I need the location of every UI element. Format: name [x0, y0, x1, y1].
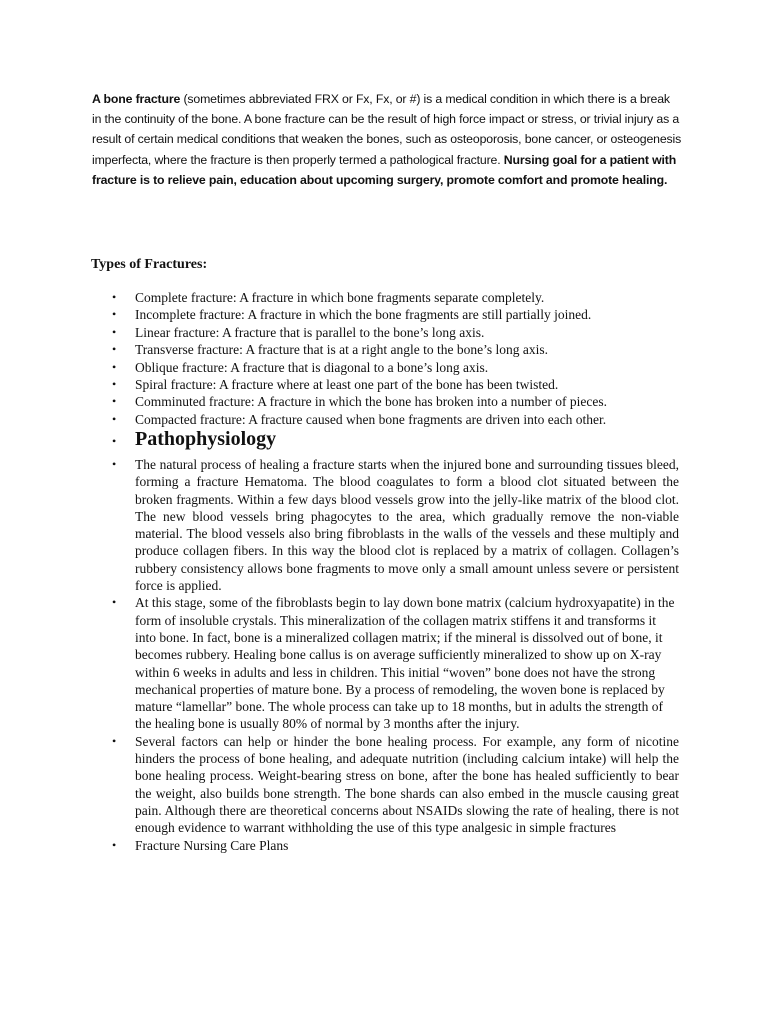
- list-item: • Compacted fracture: A fracture caused when bone fragments are driven into each other.: [112, 411, 672, 428]
- list-item: • Spiral fracture: A fracture where at least one part of the bone has been twisted.: [112, 376, 672, 393]
- list-item: • Incomplete fracture: A fracture in which the bone fragments are still partially joined.: [112, 306, 672, 323]
- list-item: • Oblique fracture: A fracture that is diagonal to a bone’s long axis.: [112, 359, 672, 376]
- types-heading: Types of Fractures:: [91, 257, 208, 272]
- list-item: • The natural process of healing a fracture starts when the injured bone and surrounding tissues bleed, forming a fracture Hematoma. The blood coagulates to form a blood clot situated between the broken fragments. Within a few days blood vessels grow into the jelly-like matrix of the blood clot. The new blood vessels bring phagocytes to the area, which gradually remove the non-viable material. The blood vessels also bring fibroblasts in the walls of the vessels and these multiply and produce collagen fibers. In this way the blood clot is replaced by a matrix of collagen. Collagen’s rubbery consistency allows bone fragments to move only a small amount unless severe or persistent force is applied.: [112, 456, 679, 594]
- list-item: • Transverse fracture: A fracture that is at a right angle to the bone’s long axis.: [112, 341, 672, 358]
- list-item: • Fracture Nursing Care Plans: [112, 837, 679, 854]
- intro-paragraph: [92, 89, 685, 190]
- intro-term: A bone fracture: [92, 92, 181, 106]
- list-item: • Complete fracture: A fracture in which bone fragments separate completely.: [112, 289, 672, 306]
- list-item: • At this stage, some of the fibroblasts begin to lay down bone matrix (calcium hydroxyapatite) in the form of insoluble crystals. This mineralization of the collagen matrix stiffens it and transforms it into bone. In fact, bone is a mineralized collagen matrix; if the mineral is dissolved out of bone, it becomes rubbery. Healing bone callus is on average sufficiently mineralized to show up on X-ray within 6 weeks in adults and less in children. This initial “woven” bone does not have the strong mechanical properties of mature bone. By a process of remodeling, the woven bone is replaced by mature “lamellar” bone. The whole process can take up to 18 months, but in adults the strength of the healing bone is usually 80% of normal by 3 months after the injury.: [112, 594, 679, 732]
- list-item: • Several factors can help or hinder the bone healing process. For example, any form of nicotine hinders the process of bone healing, and adequate nutrition (including calcium intake) will help the bone healing process. Weight-bearing stress on bone, after the bone has healed sufficiently to bear the weight, also builds bone strength. The bone shards can also embed in the muscle causing great pain. Although there are theoretical concerns about NSAIDs slowing the rate of healing, there is not enough evidence to warrant withholding the use of this type analgesic in simple fractures: [112, 733, 679, 837]
- pathophysiology-list: [112, 456, 679, 854]
- fracture-types-list: [112, 289, 672, 428]
- intro-text: (sometimes abbreviated FRX or Fx, Fx, or #) is a medical condition in which there is a break in the continuity of the bone. A bone fracture can be the result of high force impact or stress, or trivial injury as a result of certain medical conditions that weaken the bones, such as osteoporosis, bone cancer, or osteogenesis imperfecta, where the fracture is then properly termed a pathological fracture.: [92, 92, 685, 167]
- list-item: • Linear fracture: A fracture that is parallel to the bone’s long axis.: [112, 324, 672, 341]
- intro-nursing-goal: Nursing goal for a patient with fracture is to relieve pain, education about upcoming surgery, promote comfort and promote healing.: [92, 152, 680, 187]
- pathophysiology-heading: • Pathophysiology: [112, 428, 276, 451]
- list-item: • Comminuted fracture: A fracture in which the bone has broken into a number of pieces.: [112, 393, 672, 410]
